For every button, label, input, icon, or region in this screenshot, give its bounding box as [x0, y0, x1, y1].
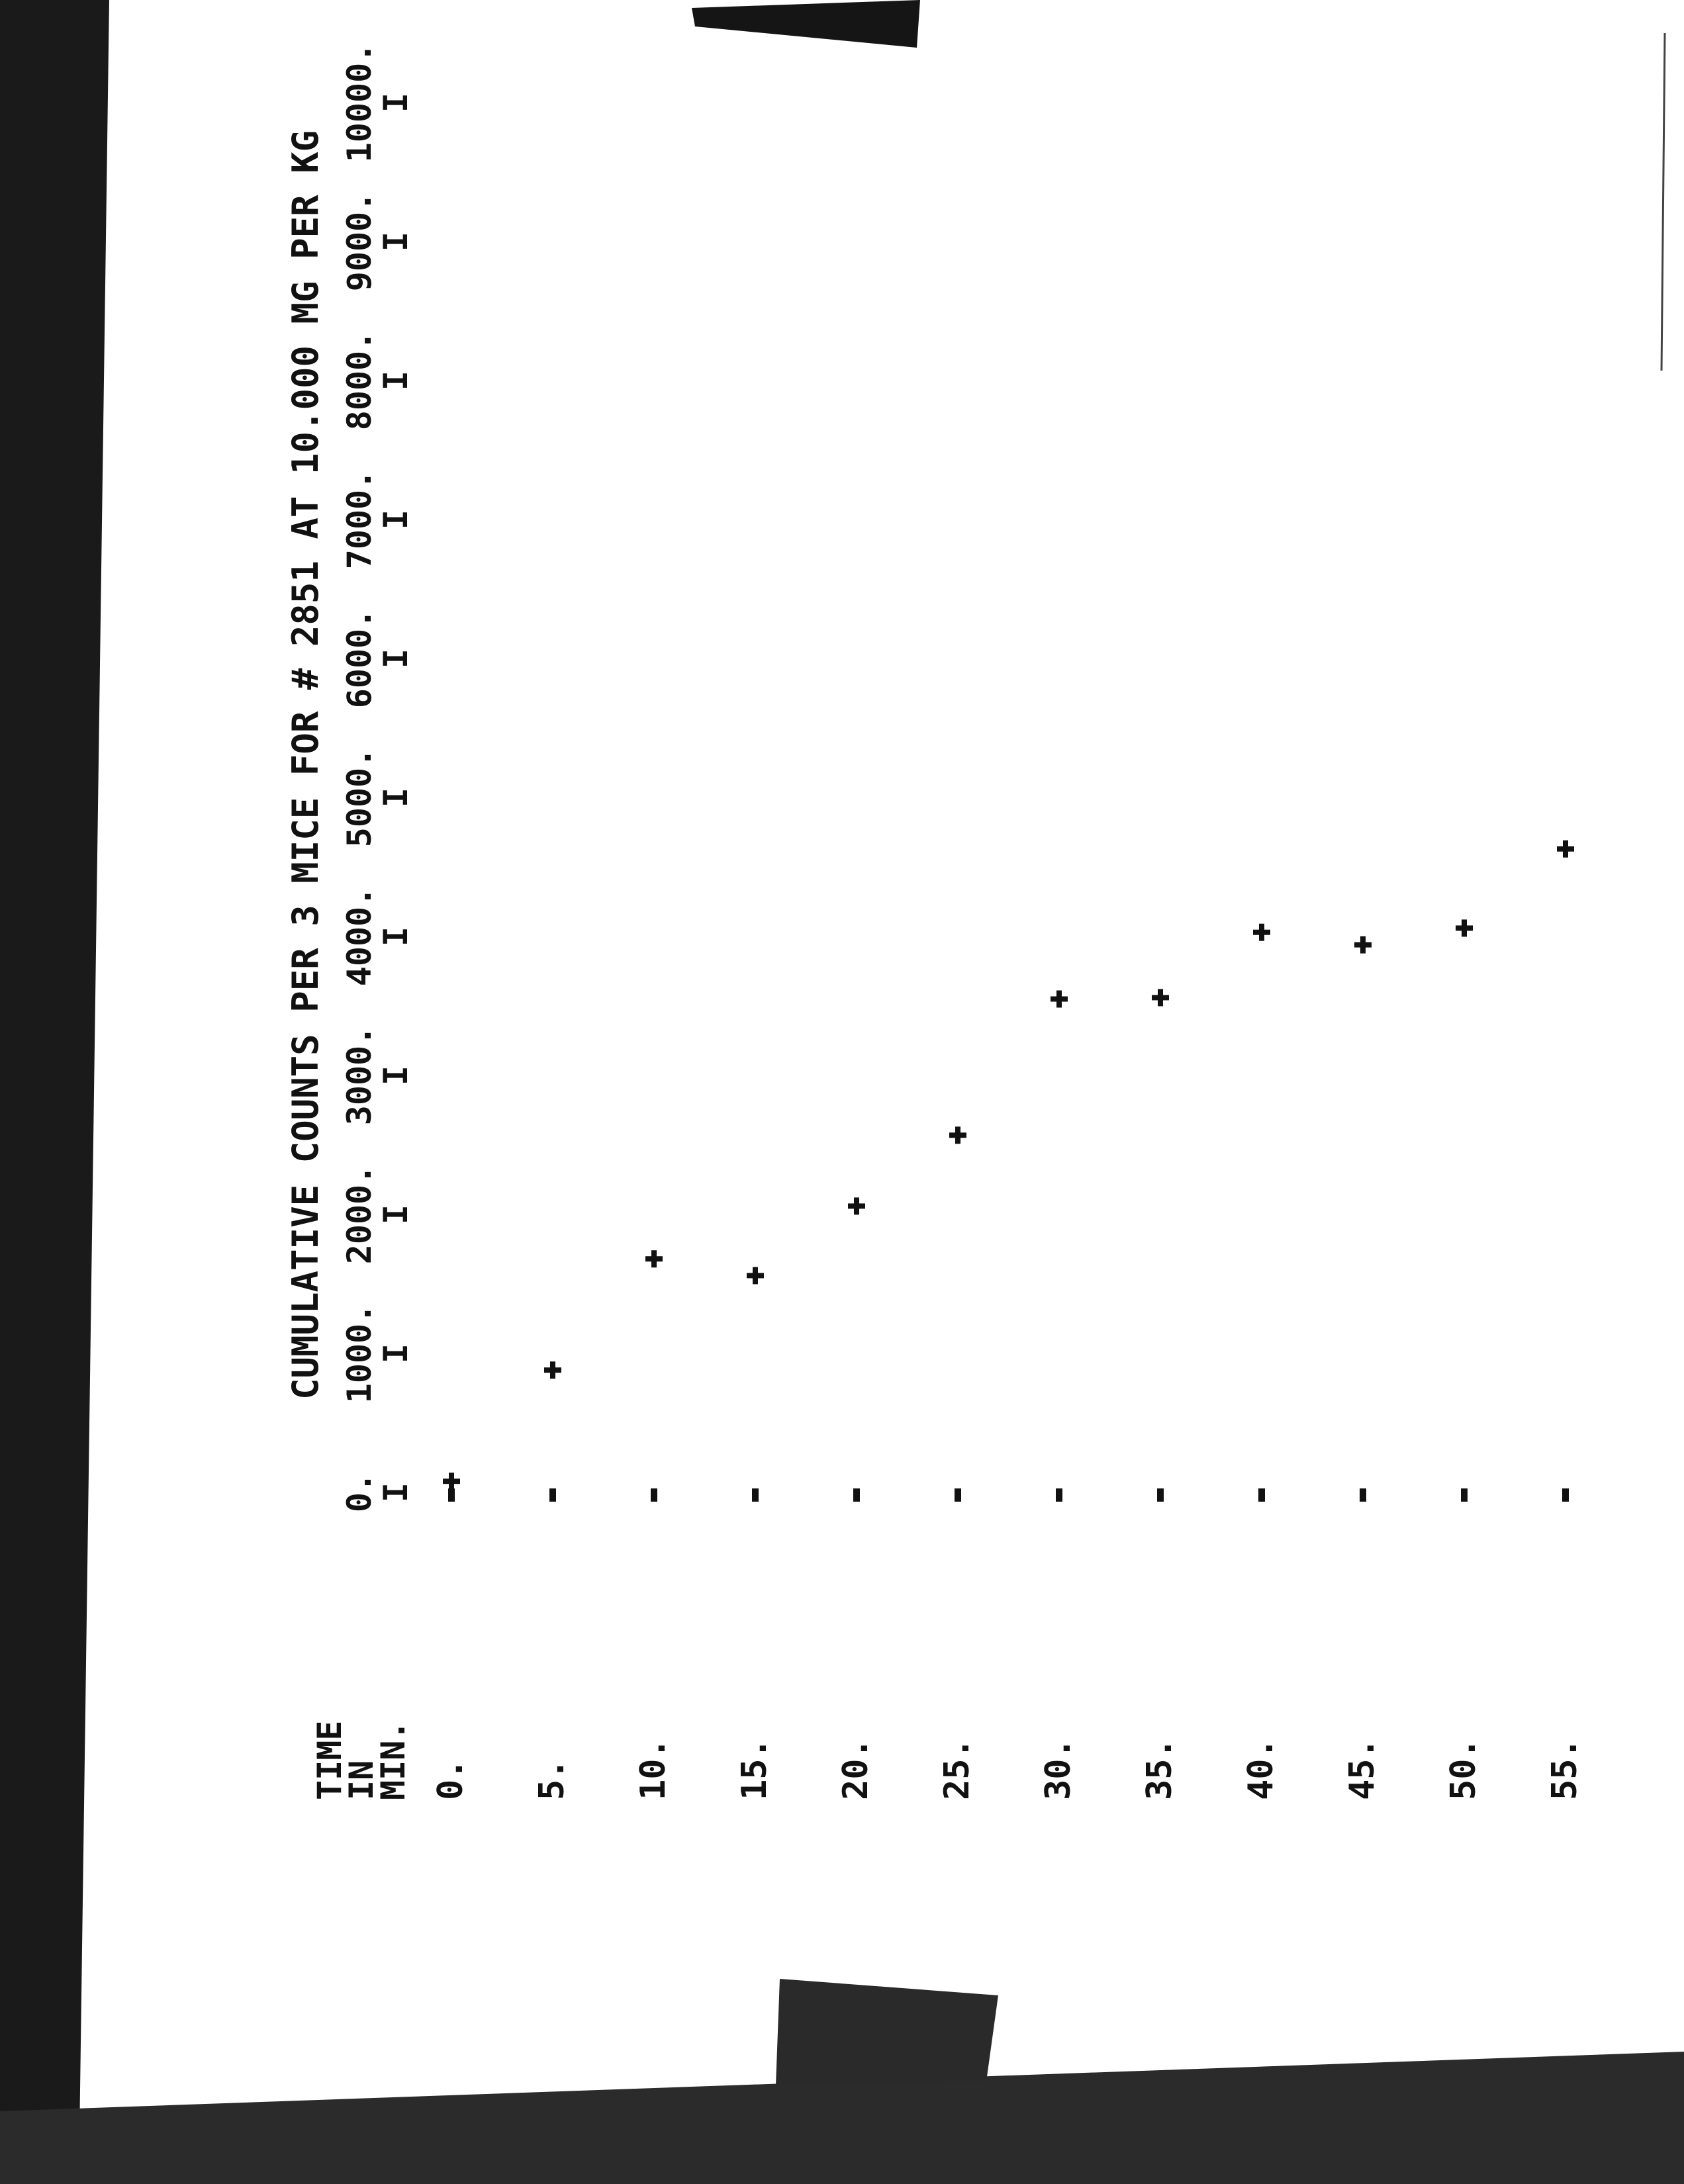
count-tick-mark: I [377, 1204, 415, 1225]
chart-title-group [285, 130, 326, 1400]
count-tick-label: 7000. [340, 469, 379, 570]
time-tick-label: 50. [1444, 1738, 1483, 1800]
plus-vertical-bar [747, 1273, 764, 1278]
count-tick-mark: I [377, 1482, 415, 1503]
plus-vertical-bar [645, 1256, 663, 1261]
count-tick-label: 9000. [340, 191, 379, 292]
scan-tape-mark-bottom [776, 1979, 998, 2085]
baseline-mark [1562, 1488, 1569, 1502]
time-tick-label: 0. [431, 1758, 471, 1800]
count-tick-label: 6000. [340, 608, 379, 709]
plus-vertical-bar [848, 1203, 865, 1208]
baseline-mark [1258, 1488, 1265, 1502]
count-tick-label: 8000. [340, 330, 379, 431]
plus-vertical-bar [1152, 995, 1169, 1000]
time-tick-label: 15. [735, 1738, 774, 1800]
time-tick-label: 5. [532, 1758, 572, 1800]
count-tick-mark: I [377, 1065, 415, 1086]
count-tick-mark: I [377, 92, 415, 113]
chart-title: CUMULATIVE COUNTS PER 3 MICE FOR # 2851 AT 10.000 MG PER KG [285, 130, 326, 1400]
baseline-mark [1360, 1488, 1366, 1502]
time-tick-label: 20. [836, 1738, 876, 1800]
count-tick-mark: I [377, 787, 415, 808]
time-tick-label: 10. [633, 1738, 673, 1800]
time-axis-label-line: TIME [310, 1720, 349, 1800]
time-tick-label: 45. [1342, 1738, 1382, 1800]
baseline-mark [955, 1488, 961, 1502]
count-tick-mark: I [377, 926, 415, 947]
baseline-mark [1461, 1488, 1468, 1502]
count-tick-mark: I [377, 231, 415, 252]
baseline-mark [752, 1488, 759, 1502]
count-tick-mark: I [377, 648, 415, 669]
plus-vertical-bar [1354, 942, 1372, 948]
time-tick-label: 35. [1140, 1738, 1180, 1800]
plus-vertical-bar [1456, 925, 1473, 931]
baseline-mark [1056, 1488, 1062, 1502]
time-tick-label: 40. [1241, 1738, 1281, 1800]
plus-vertical-bar [1253, 930, 1270, 935]
time-tick-label: 25. [937, 1738, 977, 1800]
count-tick-mark: I [377, 1343, 415, 1364]
time-axis-label-line: IN [342, 1760, 381, 1800]
count-tick-label: 2000. [340, 1164, 379, 1265]
count-tick-label: 1000. [340, 1303, 379, 1404]
count-tick-label: 4000. [340, 886, 379, 987]
plus-vertical-bar [1051, 997, 1068, 1002]
time-tick-label: 30. [1039, 1738, 1078, 1800]
plus-vertical-bar [949, 1132, 966, 1138]
time-axis-label-line: MIN. [374, 1720, 412, 1800]
baseline-mark [549, 1488, 556, 1502]
baseline-mark [1157, 1488, 1164, 1502]
count-tick-mark: I [377, 509, 415, 530]
time-tick-label: 55. [1545, 1738, 1585, 1800]
count-tick-label: 3000. [340, 1025, 379, 1126]
count-tick-label: 0. [340, 1472, 379, 1513]
count-tick-mark: I [377, 370, 415, 391]
count-tick-label: 10000. [340, 42, 379, 163]
count-tick-label: 5000. [340, 747, 379, 848]
baseline-mark [448, 1488, 455, 1502]
plus-vertical-bar [443, 1479, 460, 1484]
baseline-mark [853, 1488, 860, 1502]
plus-vertical-bar [544, 1367, 561, 1373]
plus-vertical-bar [1557, 846, 1574, 852]
baseline-mark [651, 1488, 657, 1502]
